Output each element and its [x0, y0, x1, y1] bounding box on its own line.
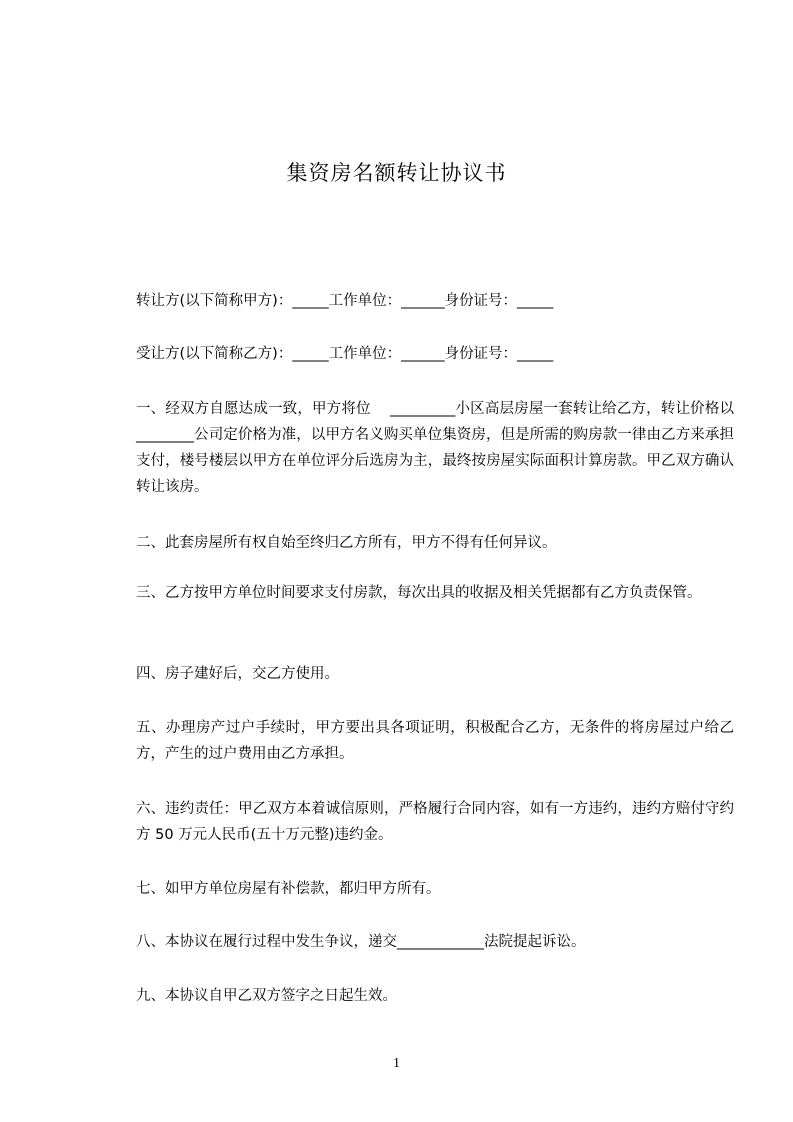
page-number: 1: [393, 1056, 400, 1071]
clause-3: 三、乙方按甲方单位时间要求支付房款，每次出具的收据及相关凭据都有乙方负责保管。: [136, 585, 702, 601]
clause-6: 六、违约责任：甲乙双方本着诚信原则，严格履行合同内容，如有一方违约，违约方赔付守约方 50 万元人民币(五十万元整)违约金。: [136, 801, 734, 843]
transferee-line: 受让方(以下简称乙方)：_____工作单位：______身份证号：_____: [136, 346, 554, 362]
clause-4: 四、房子建好后，交乙方使用。: [136, 666, 339, 682]
clause-2: 二、此套房屋所有权自始至终归乙方所有，甲方不得有任何异议。: [136, 535, 557, 551]
clause-5: 五、办理房产过户手续时，甲方要出具各项证明，积极配合乙方，无条件的将房屋过户给乙方，产生的过户费用由乙方承担。: [136, 720, 734, 762]
clause-8: 八、本协议在履行过程中发生争议，递交____________法院提起诉讼。: [136, 934, 586, 950]
transferor-line: 转让方(以下简称甲方)：_____工作单位：______身份证号：_____: [136, 293, 554, 309]
document-title: 集资房名额转让协议书: [286, 161, 507, 186]
clause-1: 一、经双方自愿达成一致，甲方将位 _________小区高层房屋一套转让给乙方，转让价格以________公司定价格为准，以甲方名义购买单位集资房，但是所需的购房款一律由乙方来承担支付，楼号楼层以甲方在单位评分后选房为主，最终按房屋实际面积计算房款。甲乙双方确认转让该房。: [136, 401, 734, 495]
clause-9: 九、本协议自甲乙双方签字之日起生效。: [136, 988, 397, 1004]
clause-7: 七、如甲方单位房屋有补偿款，都归甲方所有。: [136, 881, 441, 897]
